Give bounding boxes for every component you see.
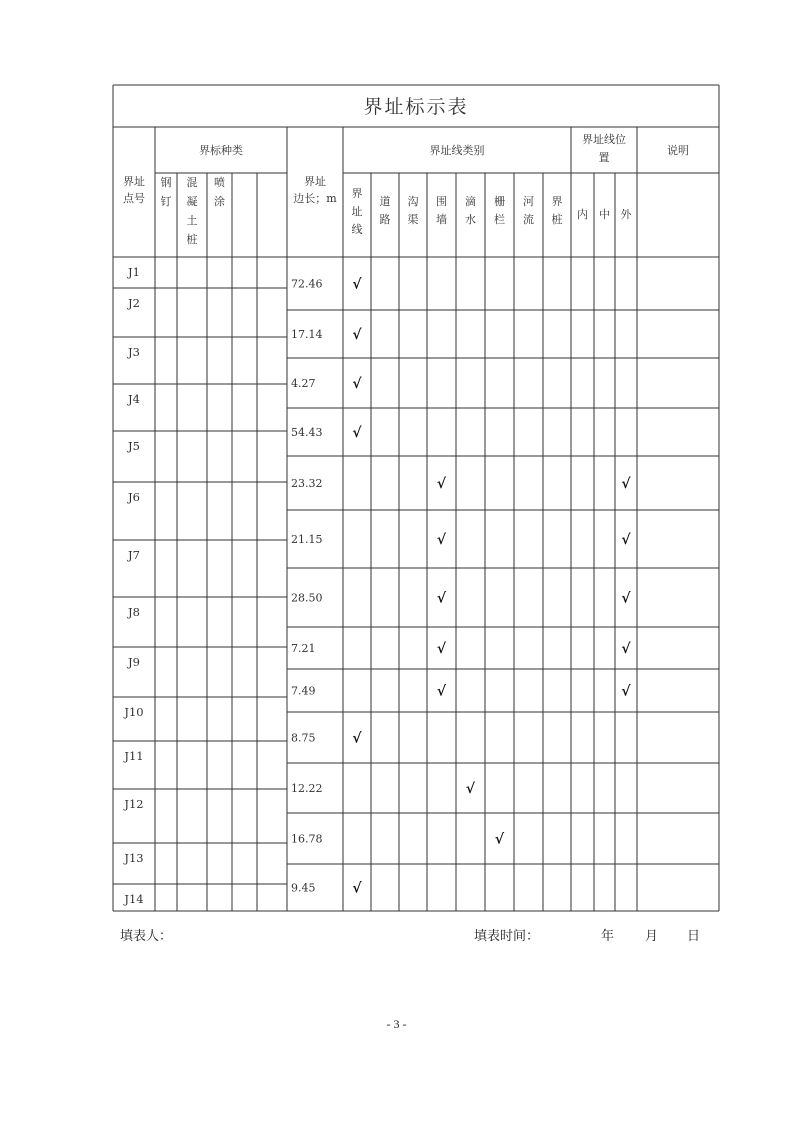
point-id: J12 — [124, 797, 144, 811]
point-id: J3 — [128, 345, 140, 359]
line-type-check: √ — [436, 641, 447, 657]
point-id: J2 — [128, 296, 140, 310]
point-id: J7 — [128, 548, 140, 562]
line-type-check: √ — [436, 683, 447, 700]
point-id: J4 — [128, 392, 140, 406]
line-type-7: 界桩 — [551, 195, 563, 226]
position-check: √ — [621, 590, 631, 607]
page-number: - 3 - — [386, 1017, 407, 1031]
point-id: J5 — [128, 439, 140, 453]
table-title: 界址标示表 — [363, 96, 469, 118]
edge-length: 4.27 — [291, 377, 316, 390]
line-type-2: 沟渠 — [407, 195, 419, 226]
line-type-6: 河流 — [523, 195, 534, 226]
position-0: 内 — [577, 208, 588, 221]
position-check: √ — [621, 532, 631, 548]
point-id: J6 — [128, 490, 140, 504]
year-label: 年 — [601, 929, 615, 944]
point-id: J14 — [124, 892, 144, 906]
line-type-check: √ — [436, 532, 447, 548]
line-type-check: √ — [352, 376, 362, 392]
line-type-check: √ — [465, 781, 476, 797]
line-type-check: √ — [436, 590, 447, 607]
line-type-check: √ — [352, 327, 362, 343]
point-id: J13 — [124, 851, 144, 865]
position-2: 外 — [620, 208, 632, 221]
edge-length: 28.50 — [291, 591, 323, 605]
edge-length: 72.46 — [291, 277, 323, 291]
month-label: 月 — [645, 929, 659, 944]
edge-length: 54.43 — [291, 426, 323, 439]
point-no-header: 界址点号 — [123, 175, 145, 205]
day-label: 日 — [687, 929, 701, 944]
edge-length: 7.21 — [291, 642, 316, 655]
edge-length: 16.78 — [291, 832, 323, 846]
point-id: J11 — [124, 749, 144, 763]
line-type-check: √ — [352, 425, 362, 441]
position-check: √ — [621, 476, 631, 492]
edge-length: 7.49 — [291, 684, 316, 698]
line-type-check: √ — [352, 276, 362, 293]
edge-length: 9.45 — [291, 881, 316, 895]
marker-subtype-2: 喷涂 — [214, 176, 225, 208]
line-type-4: 滴水 — [465, 195, 476, 226]
position-1: 中 — [599, 208, 610, 221]
line-type-check: √ — [436, 476, 447, 492]
marker-type-header: 界标种类 — [199, 144, 243, 157]
marker-subtype-0: 钢钉 — [160, 176, 172, 208]
line-type-check: √ — [352, 730, 362, 747]
edge-length: 8.75 — [291, 731, 316, 745]
line-type-3: 围墙 — [436, 195, 447, 226]
line-type-0: 界址线 — [351, 187, 363, 236]
edge-length-header: 界址边长；m — [293, 175, 337, 205]
line-type-5: 栅栏 — [494, 195, 505, 226]
edge-length: 23.32 — [291, 477, 323, 490]
remarks-header: 说明 — [667, 144, 689, 157]
point-id: J1 — [128, 265, 140, 279]
point-id: J9 — [128, 655, 140, 669]
line-type-check: √ — [352, 880, 362, 897]
fill-time-label: 填表时间： — [474, 929, 540, 944]
position-check: √ — [621, 683, 631, 700]
edge-length: 21.15 — [291, 533, 323, 546]
line-type-check: √ — [494, 831, 505, 848]
point-id: J8 — [128, 605, 140, 619]
line-position-header: 界址线位置 — [582, 133, 626, 164]
point-id: J10 — [124, 705, 144, 719]
line-type-1: 道路 — [379, 195, 391, 226]
filler-label: 填表人： — [120, 929, 173, 944]
position-check: √ — [621, 641, 631, 657]
marker-subtype-1: 混凝土桩 — [186, 176, 198, 246]
edge-length: 17.14 — [291, 328, 323, 341]
edge-length: 12.22 — [291, 782, 323, 795]
line-category-header: 界址线类别 — [429, 144, 485, 157]
